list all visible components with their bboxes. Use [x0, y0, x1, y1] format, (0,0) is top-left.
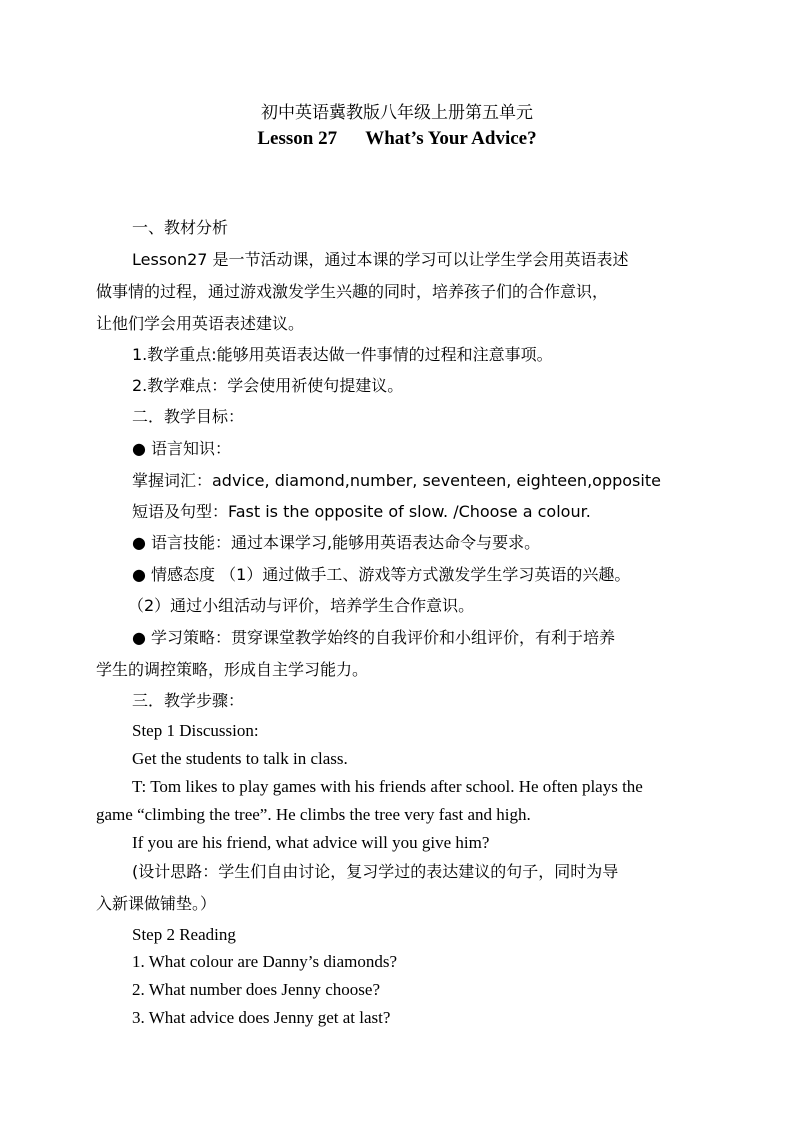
paragraph-line: 做事情的过程，通过游戏激发学生兴趣的同时，培养孩子们的合作意识， — [96, 282, 609, 301]
bullet-strategy: ● 学习策略：贯穿课堂教学始终的自我评价和小组评价，有利于培养 — [132, 628, 616, 647]
attitude-line-2: （2）通过小组活动与评价，培养学生合作意识。 — [128, 596, 475, 615]
paragraph-line: 学生的调控策略，形成自主学习能力。 — [96, 660, 369, 679]
paragraph-line: game “climbing the tree”. He climbs the tree very fast and high. — [96, 805, 531, 824]
paragraph-line: If you are his friend, what advice will you give him? — [132, 833, 490, 852]
bullet-attitude: ● 情感态度 （1）通过做手工、游戏等方式激发学生学习英语的兴趣。 — [132, 565, 631, 584]
section-heading-analysis: 一、教材分析 — [132, 218, 229, 237]
step-1-heading: Step 1 Discussion: — [132, 721, 259, 740]
bullet-language-skills: ● 语言技能：通过本课学习,能够用英语表达命令与要求。 — [132, 533, 541, 552]
design-note-line: (设计思路：学生们自由讨论，复习学过的表达建议的句子，同时为导 — [132, 862, 619, 881]
key-point-line: 1.教学重点:能够用英语表达做一件事情的过程和注意事项。 — [132, 345, 553, 364]
section-heading-steps: 三．教学步骤： — [132, 691, 245, 710]
document-title: 初中英语冀教版八年级上册第五单元 — [261, 103, 533, 123]
vocabulary-line: 掌握词汇：advice, diamond,number, seventeen, eighteen,opposite — [132, 471, 661, 490]
step-2-heading: Step 2 Reading — [132, 925, 236, 944]
question-2: 2. What number does Jenny choose? — [132, 980, 381, 999]
bullet-language-knowledge: ● 语言知识： — [132, 439, 232, 458]
difficulty-line: 2.教学难点：学会使用祈使句提建议。 — [132, 376, 404, 395]
paragraph-line: Lesson27 是一节活动课，通过本课的学习可以让学生学会用英语表述 — [132, 250, 629, 269]
question-3: 3. What advice does Jenny get at last? — [132, 1008, 391, 1027]
paragraph-line: T: Tom likes to play games with his friends after school. He often plays the — [132, 777, 643, 796]
phrases-line: 短语及句型：Fast is the opposite of slow. /Choose a colour. — [132, 502, 591, 521]
section-heading-goals: 二．教学目标： — [132, 407, 245, 426]
lesson-title: Lesson 27 What’s Your Advice? — [257, 128, 537, 149]
design-note-line: 入新课做铺垫。） — [96, 894, 217, 913]
question-1: 1. What colour are Danny’s diamonds? — [132, 952, 398, 971]
paragraph-line: Get the students to talk in class. — [132, 749, 348, 768]
paragraph-line: 让他们学会用英语表述建议。 — [96, 314, 305, 333]
